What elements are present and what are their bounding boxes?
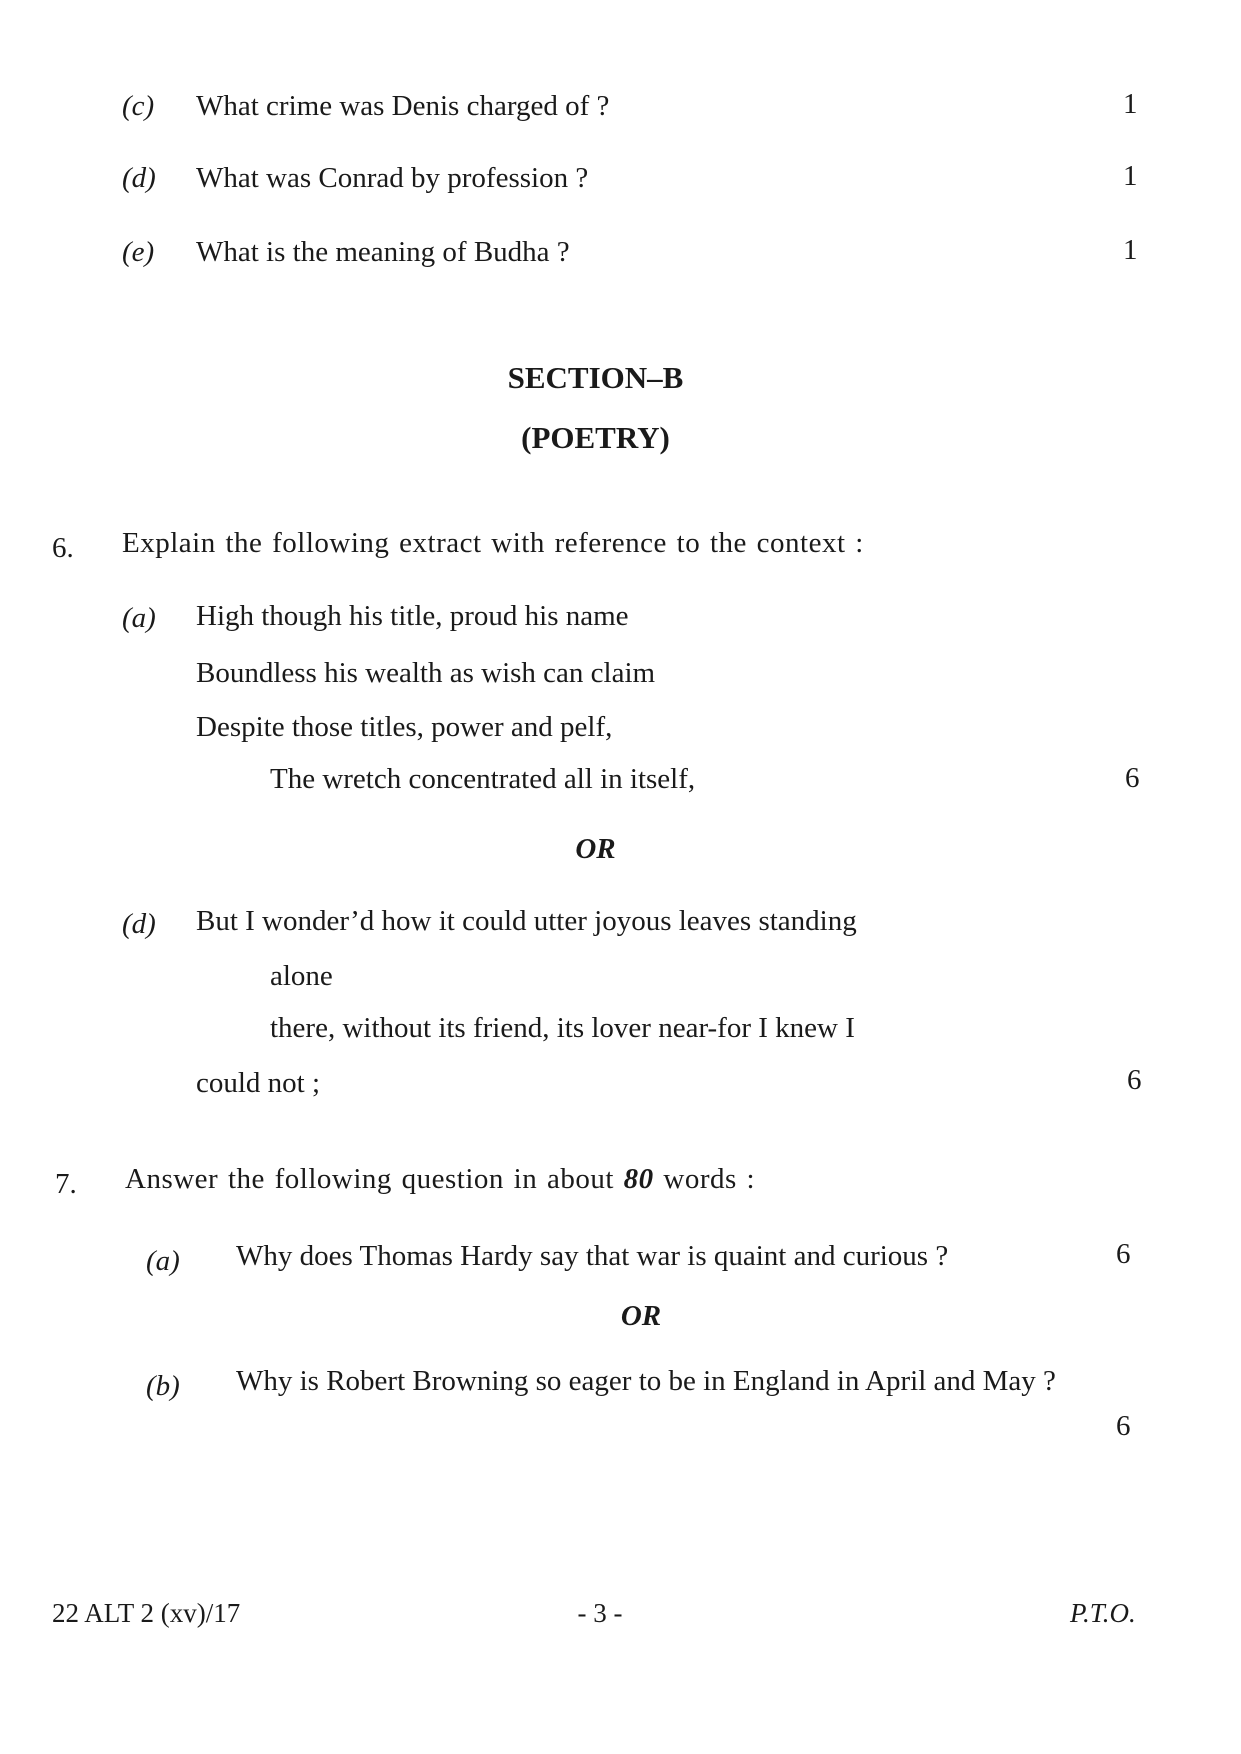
marks-e: 1	[1123, 234, 1138, 266]
extract-d-line-1: But I wonder’d how it could utter joyous leaves standing	[196, 905, 857, 937]
paper-code: 22 ALT 2 (xv)/17	[52, 1598, 241, 1628]
marks-6a: 6	[1125, 762, 1140, 794]
extract-d-line-4: could not ;	[196, 1067, 321, 1099]
question-7b-text: Why is Robert Browning so eager to be in England in April and May ?	[236, 1365, 1056, 1397]
or-separator-7: OR	[620, 1300, 662, 1332]
question-text-e: What is the meaning of Budha ?	[196, 236, 570, 268]
section-subtitle: (POETRY)	[521, 420, 670, 455]
extract-label-a: (a)	[122, 602, 156, 634]
or-separator-6: OR	[575, 833, 616, 865]
marks-d: 1	[1123, 160, 1138, 192]
marks-6d: 6	[1127, 1064, 1142, 1096]
question-6-instruction: Explain the following extract with reference to the context :	[122, 527, 864, 559]
section-title: SECTION–B	[507, 360, 684, 395]
extract-a-line-3: Despite those titles, power and pelf,	[196, 711, 613, 743]
extract-a-line-2: Boundless his wealth as wish can claim	[196, 657, 656, 689]
page-number: - 3 -	[577, 1598, 623, 1628]
extract-label-d: (d)	[122, 908, 156, 940]
question-7a-text: Why does Thomas Hardy say that war is quaint and curious ?	[236, 1240, 949, 1272]
extract-d-line-3: there, without its friend, its lover near-for I knew I	[270, 1012, 855, 1044]
question-text-c: What crime was Denis charged of ?	[196, 90, 610, 122]
marks-7b: 6	[1116, 1410, 1131, 1442]
question-label-d: (d)	[122, 162, 156, 194]
marks-c: 1	[1123, 88, 1138, 120]
marks-7a: 6	[1116, 1238, 1131, 1270]
question-number-7: 7.	[55, 1168, 77, 1200]
pto-label: P.T.O.	[1070, 1598, 1136, 1628]
question-number-6: 6.	[52, 532, 74, 564]
extract-a-line-1: High though his title, proud his name	[196, 600, 629, 632]
question-label-7a: (a)	[146, 1245, 180, 1277]
question-7-instruction: Answer the following question in about 80 words :	[125, 1163, 756, 1195]
question-label-c: (c)	[122, 90, 155, 122]
question-label-e: (e)	[122, 236, 155, 268]
extract-d-line-2: alone	[270, 960, 333, 992]
question-label-7b: (b)	[146, 1370, 180, 1402]
question-text-d: What was Conrad by profession ?	[196, 162, 589, 194]
extract-a-line-4: The wretch concentrated all in itself,	[270, 763, 696, 795]
